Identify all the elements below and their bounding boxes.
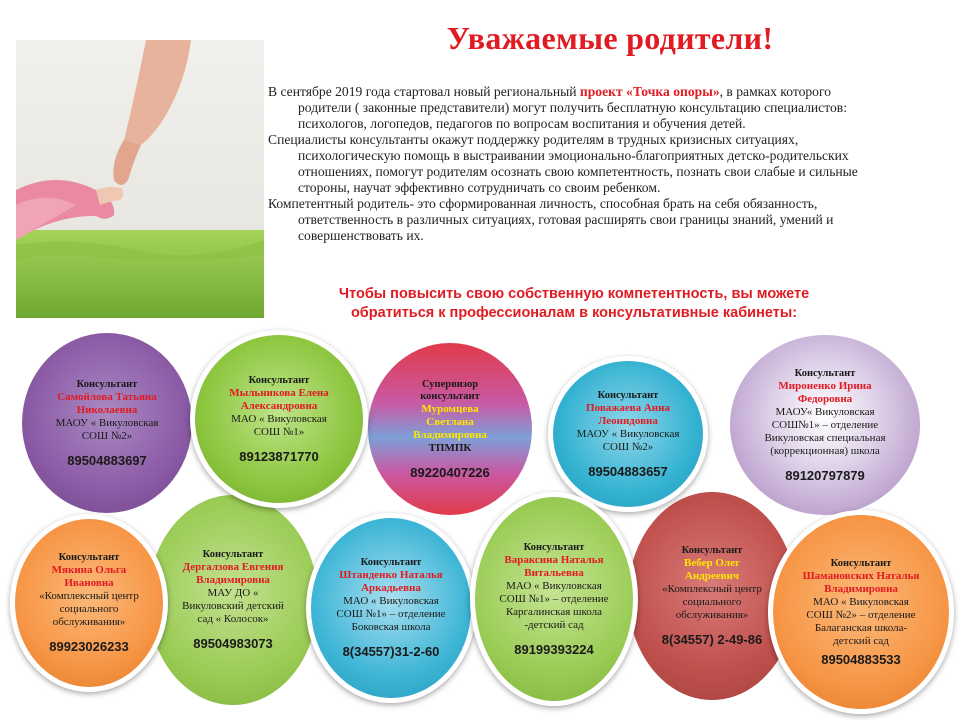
- cta-line-1: Чтобы повысить свою собственную компетентность, вы можете: [338, 286, 810, 302]
- consultant-label: Супервизор консультант: [420, 378, 480, 402]
- consultant-circle-myakina: [10, 514, 168, 692]
- consultant-name: Муромцева Светлана Владимировна: [413, 402, 487, 441]
- consultant-name: Мыльникова Елена Александровна: [229, 386, 329, 412]
- consultant-organization: МАО « Викуловская СОШ №1» – отделение Каргалинская школа -детский сад: [499, 579, 609, 631]
- consultant-phone: 89923026233: [49, 639, 129, 654]
- consultant-name: Дергалзова Евгения Владимировна: [182, 561, 284, 586]
- consultant-organization: ТПМПК: [428, 441, 472, 454]
- consultant-circle-varaksina: [470, 492, 638, 706]
- consultant-organization: «Комплексный центр социального обслуживания»: [662, 583, 762, 621]
- consultant-phone: 8(34557) 2-49-86: [661, 632, 763, 647]
- consultant-circle-shamanovskikh: [768, 510, 954, 714]
- consultant-phone: 89199393224: [514, 641, 594, 657]
- consultant-phone: 89220407226: [410, 464, 490, 480]
- project-name: проект «Точка опоры»: [579, 84, 720, 99]
- consultant-label: Консультант: [58, 552, 120, 563]
- consultant-name: Шамановских Наталья Владимировна: [802, 569, 920, 595]
- intro-paragraph-2: Специалисты консультанты окажут поддержку родителям в трудных кризисных ситуациях, психологическую помощь в выстраивании эмоционально-благоприятных детско-родительских отношениях, помогут родителям осознать свою компетентность, познать свои слабые и сильные стороны, научат эффективно сотрудничать со своим ребенком.: [268, 132, 858, 195]
- consultant-label: Консультант: [830, 557, 892, 569]
- consultant-circle-povazhaeva: [548, 356, 708, 512]
- consultant-label: Консультант: [523, 541, 585, 553]
- consultant-phone: 8(34557)31-2-60: [342, 644, 440, 659]
- consultant-circle-mylnikova: [190, 330, 368, 508]
- call-to-action: [268, 285, 880, 323]
- consultant-phone: 89123871770: [239, 448, 319, 464]
- consultant-organization: МАО « Викуловская СОШ №2» – отделение Балаганская школа-детский сад: [806, 595, 916, 647]
- consultant-label: Консультант: [597, 389, 659, 401]
- consultant-circle-muromtseva: [368, 343, 532, 515]
- consultant-label: Консультант: [76, 378, 138, 390]
- intro-p1-start: В сентябре 2019 года стартовал новый региональный: [268, 84, 580, 99]
- consultant-name: Вараксина Наталья Витальевна: [504, 553, 604, 579]
- consultant-organization: МАОУ« Викуловская СОШ№1» – отделение Викуловская специальная (коррекционная) школа: [764, 405, 886, 457]
- cta-line-2: обратиться к профессионалам в консультативные кабинеты:: [350, 305, 798, 321]
- consultant-phone: 89504883533: [821, 651, 901, 667]
- consultant-circle-dergalzova: [148, 495, 318, 705]
- consultant-name: Штанденко Наталья Аркадьевна: [339, 569, 443, 594]
- intro-p1-end: , в рамках которого родители ( законные представители) могут получить бесплатную консультацию специалистов: психологов, логопедов, педагогов по вопросам воспитания и обучения детей.: [298, 84, 847, 131]
- consultant-organization: МАО « Викуловская СОШ №1»: [231, 412, 327, 438]
- consultant-label: Консультант: [202, 549, 264, 560]
- consultant-circle-shtandenko: [306, 513, 476, 703]
- intro-paragraph-3: Компетентный родитель- это сформированная личность, способная брать на себя обязанность, ответственность в различных ситуациях, готовая расширять свои границы знаний, умений и совершенствовать их.: [268, 196, 834, 243]
- consultant-name: Самойлова Татьяна Николаевна: [57, 390, 157, 416]
- intro-paragraph-1: [268, 84, 880, 132]
- parent-child-hands-photo: [16, 40, 264, 318]
- consultant-phone: 89504883697: [67, 452, 147, 468]
- consultant-organization: МАО « Викуловская СОШ №1» – отделение Боковская школа: [336, 595, 446, 633]
- page-title: Уважаемые родители!: [446, 20, 774, 56]
- consultant-name: Мякина Ольга Ивановна: [51, 564, 127, 589]
- consultant-label: Консультант: [360, 557, 422, 568]
- consultant-organization: МАОУ « Викуловская СОШ №2»: [55, 416, 159, 442]
- consultant-circle-samoylova: [22, 333, 192, 513]
- consultant-phone: 89504883657: [588, 463, 668, 479]
- consultant-name: Вебер Олег Андреевич: [684, 557, 740, 582]
- consultant-label: Консультант: [681, 545, 743, 556]
- consultant-phone: 89120797879: [785, 467, 865, 483]
- intro-text: [268, 84, 880, 244]
- consultant-name: Мироненко Ирина Федоровна: [778, 379, 872, 405]
- consultant-organization: «Комплексный центр социального обслуживания»: [39, 590, 139, 628]
- consultant-circle-mironenko: [730, 335, 920, 515]
- consultant-organization: МАОУ « Викуловская СОШ №2»: [576, 427, 680, 453]
- consultant-phone: 89504983073: [193, 636, 273, 651]
- consultant-label: Консультант: [794, 367, 856, 379]
- consultant-label: Консультант: [248, 374, 310, 386]
- consultant-name: Поважаева Анна Леонидовна: [586, 401, 670, 427]
- consultant-organization: МАУ ДО « Викуловский детский сад « Колосок»: [182, 587, 284, 625]
